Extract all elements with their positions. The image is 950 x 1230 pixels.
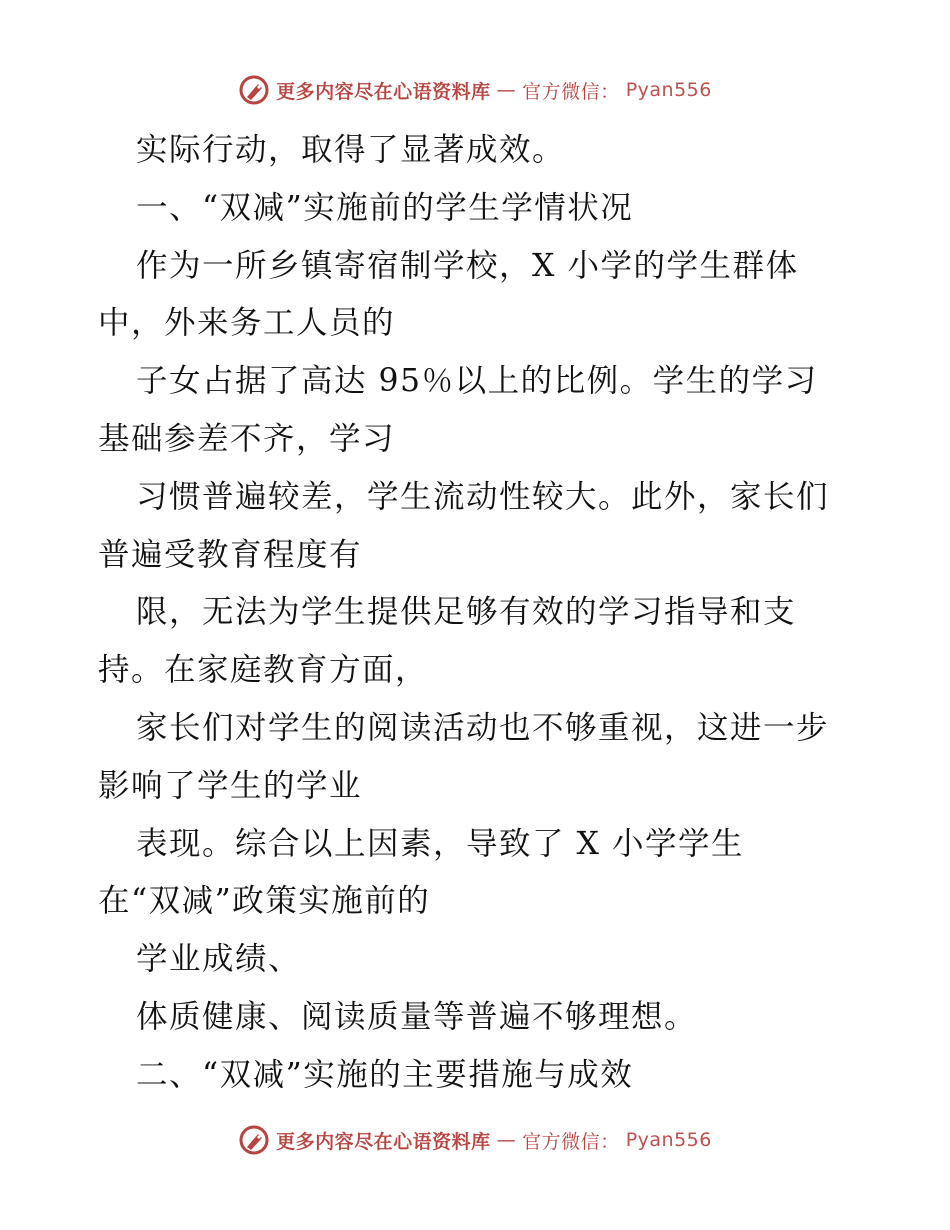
pen-nib-circle-icon (238, 1124, 270, 1156)
text-line: 表现。综合以上因素，导致了 X 小学学生 (136, 825, 744, 862)
banner-brand-text: 更多内容尽在心语资料库 (276, 80, 491, 103)
header-banner (0, 70, 950, 110)
section-heading: 二、“双减”实施的主要措施与成效 (136, 1056, 634, 1093)
banner-official-label: 官方微信： (522, 80, 620, 103)
text-line: 中，外来务工人员的 (98, 305, 396, 342)
text-line: 作为一所乡镇寄宿制学校，X 小学的学生群体 (136, 247, 799, 284)
text-line: 影响了学生的学业 (98, 767, 363, 804)
text-line: 基础参差不齐，学习 (98, 420, 396, 457)
banner-dash: — (496, 1129, 517, 1151)
text-line: 家长们对学生的阅读活动也不够重视，这进一步 (136, 709, 830, 746)
text-line: 学业成绩、 (136, 941, 302, 978)
banner-dash: — (496, 79, 517, 101)
pen-nib-circle-icon (238, 74, 270, 106)
text-line: 持。在家庭教育方面， (98, 652, 429, 689)
text-line: 普遍受教育程度有 (98, 536, 363, 573)
section-heading: 一、“双减”实施前的学生学情状况 (136, 189, 634, 226)
text-line: 限，无法为学生提供足够有效的学习指导和支 (136, 594, 797, 631)
text-line: 习惯普遍较差，学生流动性较大。此外，家长们 (136, 478, 830, 515)
banner-wechat-id: Pyan556 (625, 1129, 712, 1151)
text-line: 体质健康、阅读质量等普遍不够理想。 (136, 998, 698, 1035)
banner-wechat-id: Pyan556 (625, 79, 712, 101)
text-line: 子女占据了高达 95％以上的比例。学生的学习 (136, 363, 818, 400)
document-body (98, 122, 898, 1105)
footer-banner (0, 1120, 950, 1160)
banner-official-label: 官方微信： (522, 1130, 620, 1153)
banner-brand-text: 更多内容尽在心语资料库 (276, 1130, 491, 1153)
text-line: 实际行动，取得了显著成效。 (136, 132, 566, 168)
text-line: 在“双减”政策实施前的 (98, 883, 431, 920)
